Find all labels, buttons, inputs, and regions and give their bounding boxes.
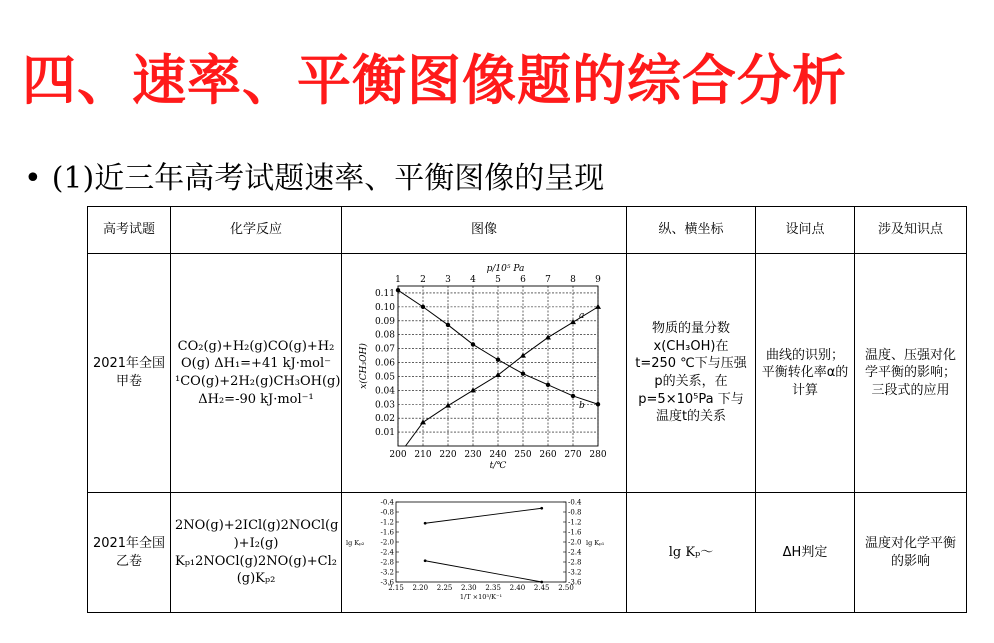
right-axis-label: lg Kₚ₁: [586, 538, 605, 547]
table-row: [88, 493, 967, 613]
question-cell: ΔH判定: [756, 493, 855, 613]
data-point-b: [421, 305, 425, 309]
series-line: [425, 560, 542, 581]
y-tick-label: 0.09: [374, 317, 395, 328]
series-line: [425, 508, 542, 523]
data-point: [540, 507, 543, 510]
data-point-b: [571, 394, 575, 398]
x-tick-label: 2.15: [388, 583, 404, 592]
reaction-cell: [171, 493, 342, 613]
y-tick-label: 0.02: [374, 414, 395, 425]
right-tick-label: -0.8: [568, 508, 582, 517]
axes-line: lg Kₚ～: [668, 544, 714, 560]
y-tick-label: 0.10: [374, 303, 395, 314]
left-tick-label: -1.2: [380, 518, 394, 527]
x-tick-label: 240: [489, 450, 507, 461]
chart-lgkp: [344, 494, 624, 606]
left-tick-label: -2.8: [380, 558, 394, 567]
reaction-cell: [171, 254, 342, 493]
x-tick-label: 220: [439, 450, 457, 461]
data-point: [424, 559, 427, 562]
knowledge-cell: 温度、压强对化学平衡的影响；三段式的应用: [855, 254, 967, 493]
x-tick-label: 210: [414, 450, 432, 461]
axes-line: t=250 ℃下与压强: [635, 356, 747, 372]
data-point-b: [596, 402, 600, 406]
header-question: 设问点: [756, 207, 855, 254]
top-tick-label: 7: [545, 275, 551, 286]
y-tick-label: 0.08: [374, 330, 395, 341]
header-knowledge: 涉及知识点: [855, 207, 967, 254]
header-axes: 纵、横坐标: [627, 207, 756, 254]
top-tick-label: 4: [470, 275, 476, 286]
x-axis-label: 1/T ×10³/K⁻¹: [459, 592, 503, 601]
data-point-a: [445, 403, 451, 408]
top-tick-label: 5: [495, 275, 501, 286]
data-point: [424, 522, 427, 525]
table-header-row: [88, 207, 967, 254]
y-tick-label: 0.06: [374, 358, 395, 369]
axes-line: 温度t的关系: [655, 409, 727, 425]
series-line-a-extension: [406, 423, 424, 447]
left-tick-label: -2.0: [380, 538, 394, 547]
question-cell: 曲线的识别；平衡转化率α的计算: [756, 254, 855, 493]
plot-frame: [396, 502, 566, 582]
left-tick-label: -3.6: [380, 578, 394, 587]
chart-mole-fraction: [354, 256, 614, 484]
left-tick-label: -1.6: [380, 528, 394, 537]
x-axis-label: t/℃: [489, 461, 507, 472]
graph-cell: [342, 493, 627, 613]
x-tick-label: 250: [514, 450, 532, 461]
y-tick-label: 0.01: [374, 428, 395, 439]
data-point-b: [396, 288, 400, 292]
data-point-a: [420, 420, 426, 425]
knowledge-cell: 温度对化学平衡的影响: [855, 493, 967, 613]
x-tick-label: 2.35: [485, 583, 501, 592]
data-point-b: [471, 342, 475, 346]
bullet-point: [24, 153, 604, 197]
right-tick-label: -2.4: [568, 548, 582, 557]
reaction-line: (g)Kₚ₂: [236, 571, 276, 587]
reaction-line: ¹CO(g)+2H₂(g)CH₃OH(g): [175, 374, 341, 389]
axes-line: p的关系，在: [654, 374, 728, 389]
data-point-a: [520, 353, 526, 358]
table-row: [88, 254, 967, 493]
data-point-b: [521, 372, 525, 376]
y-tick-label: 0.05: [374, 372, 395, 383]
header-exam: 高考试题: [88, 207, 171, 254]
y-tick-label: 0.11: [374, 289, 395, 300]
x-tick-label: 2.20: [412, 583, 429, 592]
x-tick-label: 200: [389, 450, 407, 461]
x-tick-label: 270: [564, 450, 582, 461]
y-tick-label: 0.07: [374, 344, 395, 355]
x-tick-label: 280: [589, 450, 607, 461]
left-tick-label: -0.4: [380, 498, 394, 507]
data-point-a: [595, 304, 601, 309]
series-label: b: [579, 401, 585, 412]
x-tick-label: 2.25: [436, 583, 453, 592]
y-tick-label: 0.03: [374, 400, 395, 411]
reaction-line: Kₚ₁2NOCl(g)2NO(g)+Cl₂: [175, 553, 337, 569]
top-tick-label: 2: [420, 275, 426, 286]
x-tick-label: 2.40: [509, 583, 526, 592]
data-point-a: [545, 335, 551, 340]
left-axis-label: lg Kₚ₂: [346, 538, 365, 547]
summary-table: [87, 206, 967, 613]
bullet-text: (1)近三年高考试题速率、平衡图像的呈现: [51, 161, 605, 196]
top-tick-label: 6: [520, 275, 526, 286]
data-point-b: [546, 383, 550, 387]
axes-cell: [627, 493, 756, 613]
right-tick-label: -2.0: [568, 538, 582, 547]
top-tick-label: 8: [570, 275, 576, 286]
left-tick-label: -0.8: [380, 508, 394, 517]
right-tick-label: -3.2: [568, 568, 582, 577]
top-tick-label: 1: [395, 275, 401, 286]
data-point: [540, 580, 543, 583]
right-tick-label: -2.8: [568, 558, 582, 567]
top-tick-label: 9: [595, 275, 601, 286]
x-tick-label: 2.50: [558, 583, 574, 592]
axes-line: p=5×10⁵Pa 下与: [638, 391, 744, 407]
x-tick-label: 2.45: [533, 583, 550, 592]
right-tick-label: -0.4: [568, 498, 582, 507]
right-tick-label: -1.6: [568, 528, 582, 537]
y-axis-label: x(CH₃OH): [359, 343, 369, 390]
graph-cell: [342, 254, 627, 493]
axes-line: x(CH₃OH)在: [653, 338, 729, 354]
x-tick-label: 2.30: [461, 583, 477, 592]
right-tick-label: -3.6: [568, 578, 582, 587]
slide-title: 四、速率、平衡图像题的综合分析: [22, 49, 847, 112]
bullet-dot-icon: •: [24, 161, 42, 196]
right-tick-label: -1.2: [568, 518, 582, 527]
reaction-line: ΔH₂=-90 kJ·mol⁻¹: [198, 391, 314, 407]
top-tick-label: 3: [445, 275, 451, 286]
data-point-a: [470, 388, 476, 393]
data-point-b: [446, 323, 450, 327]
x-tick-label: 260: [539, 450, 557, 461]
axes-line: 物质的量分数: [651, 321, 730, 337]
y-tick-label: 0.04: [374, 386, 395, 397]
exam-cell: 2021年全国乙卷: [88, 493, 171, 613]
axes-cell: [627, 254, 756, 493]
reaction-line: 2NO(g)+2ICl(g)2NOCl(g: [175, 518, 339, 534]
header-graph: 图像: [342, 207, 627, 254]
reaction-line: CO₂(g)+H₂(g)CO(g)+H₂: [177, 338, 335, 354]
data-point-a: [570, 319, 576, 324]
reaction-line: )+I₂(g): [233, 535, 279, 551]
series-label: a: [579, 311, 585, 322]
x-tick-label: 230: [464, 450, 482, 461]
exam-cell: 2021年全国甲卷: [88, 254, 171, 493]
reaction-line: O(g) ΔH₁=+41 kJ·mol⁻: [180, 356, 332, 372]
header-reaction: 化学反应: [171, 207, 342, 254]
top-axis-label: p/10⁵ Pa: [486, 264, 525, 275]
data-point-b: [496, 358, 500, 362]
left-tick-label: -2.4: [380, 548, 394, 557]
left-tick-label: -3.2: [380, 568, 394, 577]
